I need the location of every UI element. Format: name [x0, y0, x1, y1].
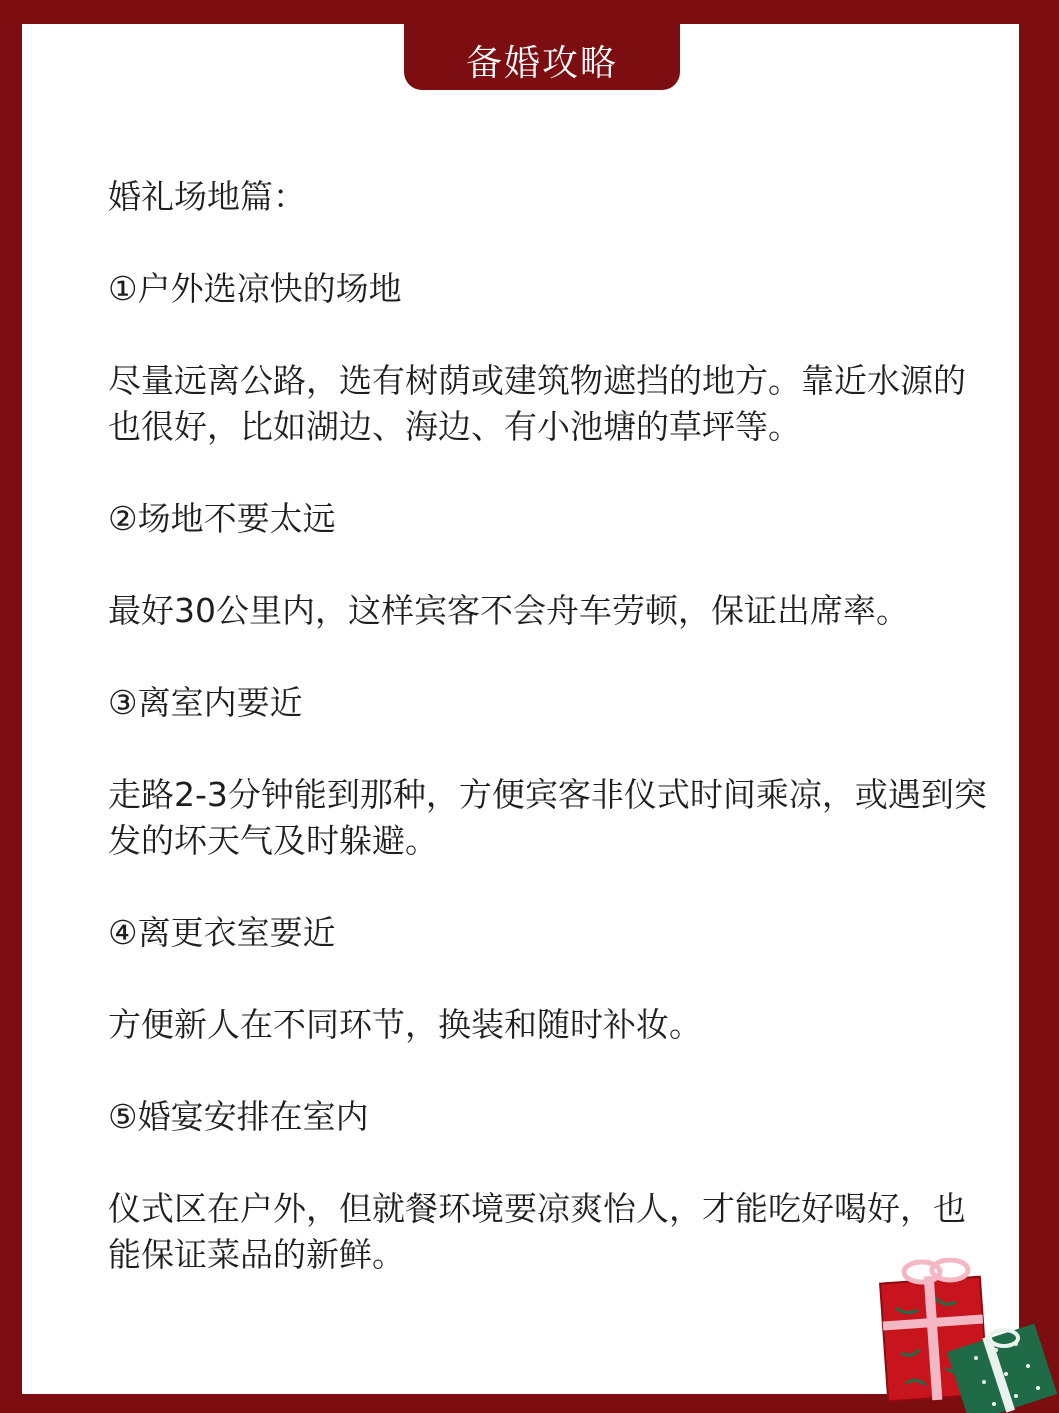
- section-title: 婚礼场地篇：: [108, 177, 306, 216]
- item-heading: ④离更衣室要近: [108, 913, 336, 952]
- item-heading: ①户外选凉快的场地: [108, 269, 402, 308]
- item-heading: ⑤婚宴安排在室内: [108, 1097, 369, 1136]
- gift-boxes-icon: [876, 1258, 1059, 1413]
- article-content: [108, 174, 988, 1324]
- item-body: 仪式区在户外，但就餐环境要凉爽怡人，才能吃好喝好，也能保证菜品的新鲜。: [108, 1189, 966, 1274]
- item-body: 走路2-3分钟能到那种，方便宾客非仪式时间乘凉，或遇到突发的坏天气及时躲避。: [108, 775, 987, 860]
- item-body: 方便新人在不同环节，换装和随时补妆。: [108, 1005, 702, 1044]
- item-heading: ③离室内要近: [108, 683, 303, 722]
- item-heading: ②场地不要太远: [108, 499, 336, 538]
- poster-card: [22, 24, 1019, 1394]
- item-body: 最好30公里内，这样宾客不会舟车劳顿，保证出席率。: [108, 591, 909, 630]
- header-title: 备婚攻略: [404, 24, 680, 90]
- item-body: 尽量远离公路，选有树荫或建筑物遮挡的地方。靠近水源的也很好，比如湖边、海边、有小池塘的草坪等。: [108, 361, 966, 446]
